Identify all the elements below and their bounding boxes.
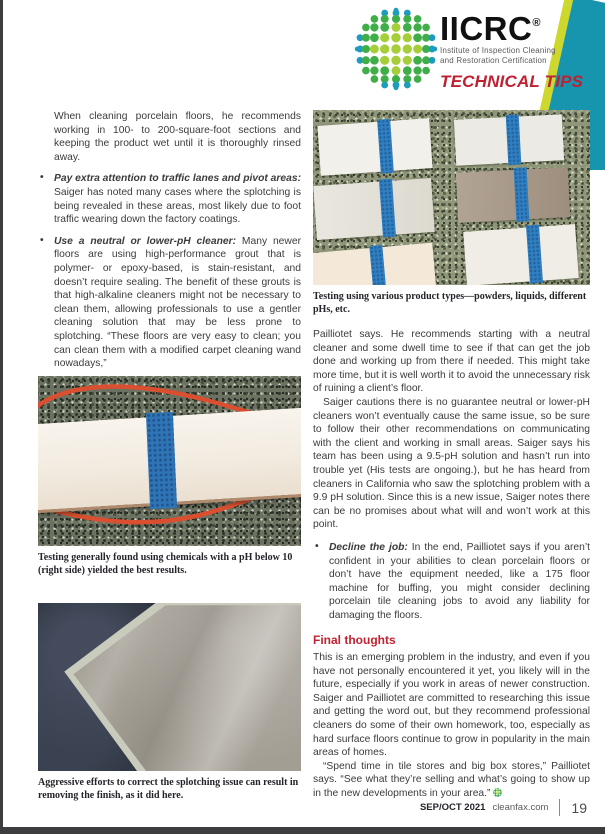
header-brand-block	[440, 12, 600, 92]
test-tile	[463, 224, 578, 285]
body-paragraph-2: Saiger cautions there is no guarantee neutral or lower-pH cleaners won’t eventually cause the same issue, so be sure to follow their other recommendations on communicating with the client and working in small areas. Saiger says his team has been using a 9.5-pH solution and hasn’t run into trouble yet (His tests are ongoing.), but he has heard from cleaners in California who saw the splotching problem with a 9.9 pH solution. Since this is a new issue, Saiger notes there can be no promises about what will and won’t work at this point.	[313, 396, 590, 531]
body-paragraph-1: Pailliotet says. He recommends starting with a neutral cleaner and some dwell time to see if that can get the job done and working up from there if needed. This might take more time, but it is well worth it to avoid the unnecessary risk of ruining a client’s floor.	[313, 329, 590, 395]
blue-tape-strip	[514, 167, 530, 222]
figure2-caption: Aggressive efforts to correct the splotching issue can result in removing the finish, as it did here.	[38, 776, 299, 801]
bullet-title: Decline the job:	[329, 541, 408, 553]
registered-mark: ®	[532, 17, 541, 29]
tagline-line1: Institute of Inspection Cleaning	[440, 46, 556, 55]
iicrc-globe-logo-icon	[354, 6, 438, 92]
test-tile	[454, 114, 564, 166]
blue-tape-strip	[526, 225, 543, 284]
bullet-traffic-lanes	[38, 172, 301, 226]
intro-paragraph: When cleaning porcelain floors, he recommends working in 100- to 200-square-foot sections and keeping the product wet until it is thoroughly rinsed away.	[54, 111, 301, 163]
blue-tape-strip	[378, 119, 395, 174]
page-number: 19	[571, 799, 587, 816]
bullet-marker: •	[40, 172, 44, 184]
test-tile	[313, 178, 434, 240]
figure-product-tests	[313, 110, 590, 285]
bullet-decline-job	[313, 541, 590, 623]
final-paragraph-1: This is an emerging problem in the industry, and even if you have not personally encountered it yet, you likely will in the future, especially if you work in areas of newer construction. Saiger and Pailliotet are committed to researching this issue and getting the word out, but they recommend professional cleaners do some of their own homework, too, especially as hard surface floors continue to grow in popularity in the main areas of homes.	[313, 652, 590, 759]
test-tile	[317, 118, 432, 176]
bullet-text: Saiger has noted many cases where the splotching is being revealed in these areas, most likely due to foot traffic wearing down the factory coatings.	[54, 186, 301, 226]
figure3-caption: Testing using various product types—powders, liquids, different pHs, etc.	[313, 291, 587, 315]
brand-name	[440, 12, 600, 45]
footer-divider	[559, 799, 560, 816]
bullet-marker: •	[315, 540, 319, 552]
final-paragraph-2-text: “Spend time in tile stores and big box stores,” Pailliotet says. “See what they’re selling and what’s going to show up in the new developments in your area.”	[313, 760, 590, 799]
bullet-marker: •	[40, 234, 44, 246]
bullet-title: Pay extra attention to traffic lanes and pivot areas:	[54, 173, 302, 185]
final-thoughts-heading: Final thoughts	[313, 633, 396, 648]
technical-tips-banner: TECHNICAL TIPS	[440, 72, 584, 91]
tagline-line2: and Restoration Certification	[440, 56, 547, 65]
blue-tape-strip	[506, 114, 522, 165]
test-tile	[313, 243, 437, 285]
blue-tape-strip	[369, 245, 387, 285]
bullet-text: Many newer floors are using high-performance grout that is polymer- or epoxy-based, is stain-resistant, and doesn’t require sealing. The benefit of these grouts is that high-alkaline cleaners might not be necessary to clean them, allowing professionals to use a gentler cleaning solution that may be less prone to splotching. “These floors are very easy to clean; you can clean them with a modified carpet cleaning wand nowadays,”	[54, 235, 301, 370]
page-bottom-edge	[0, 827, 605, 834]
figure1-caption: Testing generally found using chemicals with a pH below 10 (right side) yielded the best results.	[38, 551, 293, 576]
bullet-text: In the end, Pailliotet says if you aren’t confident in your abilities to clean porcelain floors or don’t have the equipment needed, like a 175 floor machine for buffing, you might consider declining porcelain tile cleaning jobs to avoid any liability for damaging the floors.	[329, 541, 590, 621]
final-paragraph-2	[313, 760, 590, 801]
porcelain-plank	[38, 407, 301, 513]
page-left-edge	[0, 0, 3, 834]
blue-tape-strip	[379, 179, 396, 238]
left-column	[38, 110, 301, 802]
right-column	[313, 110, 590, 801]
issue-date: SEP/OCT 2021	[419, 802, 486, 813]
site-url: cleanfax.com	[492, 802, 549, 813]
brand-text: IICRC	[440, 10, 533, 47]
figure-ph-test-plank	[38, 376, 301, 546]
brand-tagline	[440, 46, 600, 66]
end-of-article-globe-icon	[493, 788, 502, 797]
bullet-neutral-cleaner	[38, 235, 301, 371]
figure-tile-corner	[38, 603, 301, 771]
blue-tape-strip	[146, 412, 177, 509]
test-tile	[456, 167, 570, 223]
page-footer	[420, 799, 587, 816]
bullet-title: Use a neutral or lower-pH cleaner:	[54, 235, 237, 247]
